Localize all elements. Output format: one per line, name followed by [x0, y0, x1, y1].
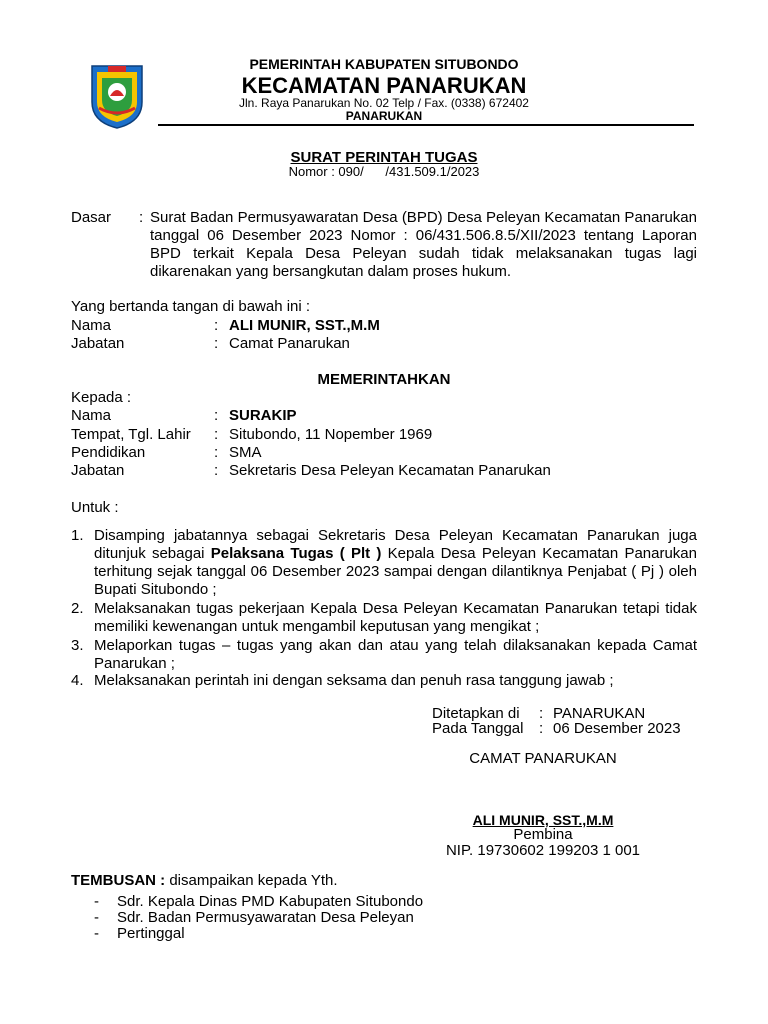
signer-position-label: Jabatan: [71, 335, 125, 352]
carbon-copy-text: disampaikan kepada Yth.: [165, 872, 338, 889]
purpose-label: Untuk :: [71, 499, 119, 516]
signer-intro: Yang bertanda tangan di bawah ini :: [71, 298, 311, 315]
recipient-name-colon: :: [214, 407, 219, 424]
letter-title: SURAT PERINTAH TUGAS: [290, 149, 478, 166]
list-item-emphasis: Pelaksana Tugas ( Plt ): [210, 545, 382, 562]
regency-emblem-logo: [88, 62, 146, 130]
signer-name-label: Nama: [71, 317, 112, 334]
recipient-position-label: Jabatan: [71, 462, 125, 479]
recipient-birth-value: Situbondo, 11 Nopember 1969: [229, 426, 433, 443]
list-item-number: 3.: [71, 637, 84, 654]
letterhead-office: KECAMATAN PANARUKAN: [241, 73, 527, 98]
carbon-copy-label: TEMBUSAN :: [71, 872, 166, 889]
list-item-text: Disamping jabatannya sebagai Sekretaris Desa Peleyan Kecamatan Panarukan juga ditunjuk sebagai: [94, 527, 697, 562]
recipient-name-value: SURAKIP: [229, 407, 297, 424]
dasar-colon: :: [139, 209, 144, 226]
signer-position-colon: :: [214, 335, 219, 352]
letterhead-divider: [158, 124, 694, 126]
signature-date-label: Pada Tanggal: [432, 720, 524, 737]
list-item-text: Kepala Desa Peleyan Kecamatan Panarukan terhitung sejak tanggal 06 Desember 2023 sampai dengan dilantiknya Penjabat ( Pj ) oleh Bupati Situbondo ;: [94, 545, 697, 598]
signer-name-value: ALI MUNIR, SST.,M.M: [229, 317, 380, 334]
dasar-label: Dasar: [71, 209, 112, 226]
signature-date-colon: :: [539, 720, 544, 737]
list-item-number: 2.: [71, 600, 84, 617]
signature-date-value: 06 Desember 2023: [553, 720, 681, 737]
list-item: Melaporkan tugas – tugas yang akan dan atau yang telah dilaksanakan kepada Camat Panarukan ;: [94, 637, 697, 672]
carbon-copy-bullet: -: [94, 925, 99, 942]
signature-name: ALI MUNIR, SST.,M.M: [472, 812, 614, 828]
carbon-copy-bullet: -: [94, 893, 99, 910]
carbon-copy-item: Sdr. Badan Permusyawaratan Desa Peleyan: [117, 909, 414, 926]
letterhead-city: PANARUKAN: [345, 109, 423, 123]
recipient-position-value: Sekretaris Desa Peleyan Kecamatan Panarukan: [229, 462, 551, 479]
letterhead-government: PEMERINTAH KABUPATEN SITUBONDO: [249, 56, 519, 72]
recipient-position-colon: :: [214, 462, 219, 479]
list-item-number: 4.: [71, 672, 84, 689]
list-item: [94, 527, 697, 599]
signature-rank: Pembina: [513, 826, 573, 843]
carbon-copy-bullet: -: [94, 909, 99, 926]
carbon-copy-item: Sdr. Kepala Dinas PMD Kabupaten Situbondo: [117, 893, 424, 910]
list-item-number: 1.: [71, 527, 84, 544]
command-heading: MEMERINTAHKAN: [317, 371, 451, 388]
carbon-copy-item: Pertinggal: [117, 925, 185, 942]
signer-name-colon: :: [214, 317, 219, 334]
letter-number: Nomor : 090/ /431.509.1/2023: [288, 164, 480, 179]
recipient-birth-colon: :: [214, 426, 219, 443]
signature-nip: NIP. 19730602 199203 1 001: [445, 842, 641, 859]
recipient-intro: Kepada :: [71, 389, 132, 406]
signature-place-label: Ditetapkan di: [432, 705, 520, 722]
signature-place-colon: :: [539, 705, 544, 722]
recipient-education-label: Pendidikan: [71, 444, 146, 461]
carbon-copy-heading: [71, 872, 338, 890]
dasar-text: Surat Badan Permusyawaratan Desa (BPD) Desa Peleyan Kecamatan Panarukan tanggal 06 Desember 2023 Nomor : 06/431.506.8.5/XII/2023 tentang Laporan BPD terkait Kepala Desa Peleyan sudah tidak melaksanakan tugas lagi dikarenakan yang bersangkutan dalam proses hukum.: [150, 209, 697, 280]
signer-position-value: Camat Panarukan: [229, 335, 350, 352]
list-item: Melaksanakan tugas pekerjaan Kepala Desa Peleyan Kecamatan Panarukan tetapi tidak memiliki kewenangan untuk mengambil keputusan yang mengikat ;: [94, 600, 697, 635]
list-item: Melaksanakan perintah ini dengan seksama dan penuh rasa tanggung jawab ;: [94, 672, 614, 689]
recipient-name-label: Nama: [71, 407, 112, 424]
recipient-education-value: SMA: [229, 444, 262, 461]
letterhead-address: Jln. Raya Panarukan No. 02 Telp / Fax. (0338) 672402: [239, 96, 529, 110]
signature-office: CAMAT PANARUKAN: [469, 750, 617, 767]
recipient-birth-label: Tempat, Tgl. Lahir: [71, 426, 191, 443]
signature-place-value: PANARUKAN: [553, 705, 646, 722]
recipient-education-colon: :: [214, 444, 219, 461]
